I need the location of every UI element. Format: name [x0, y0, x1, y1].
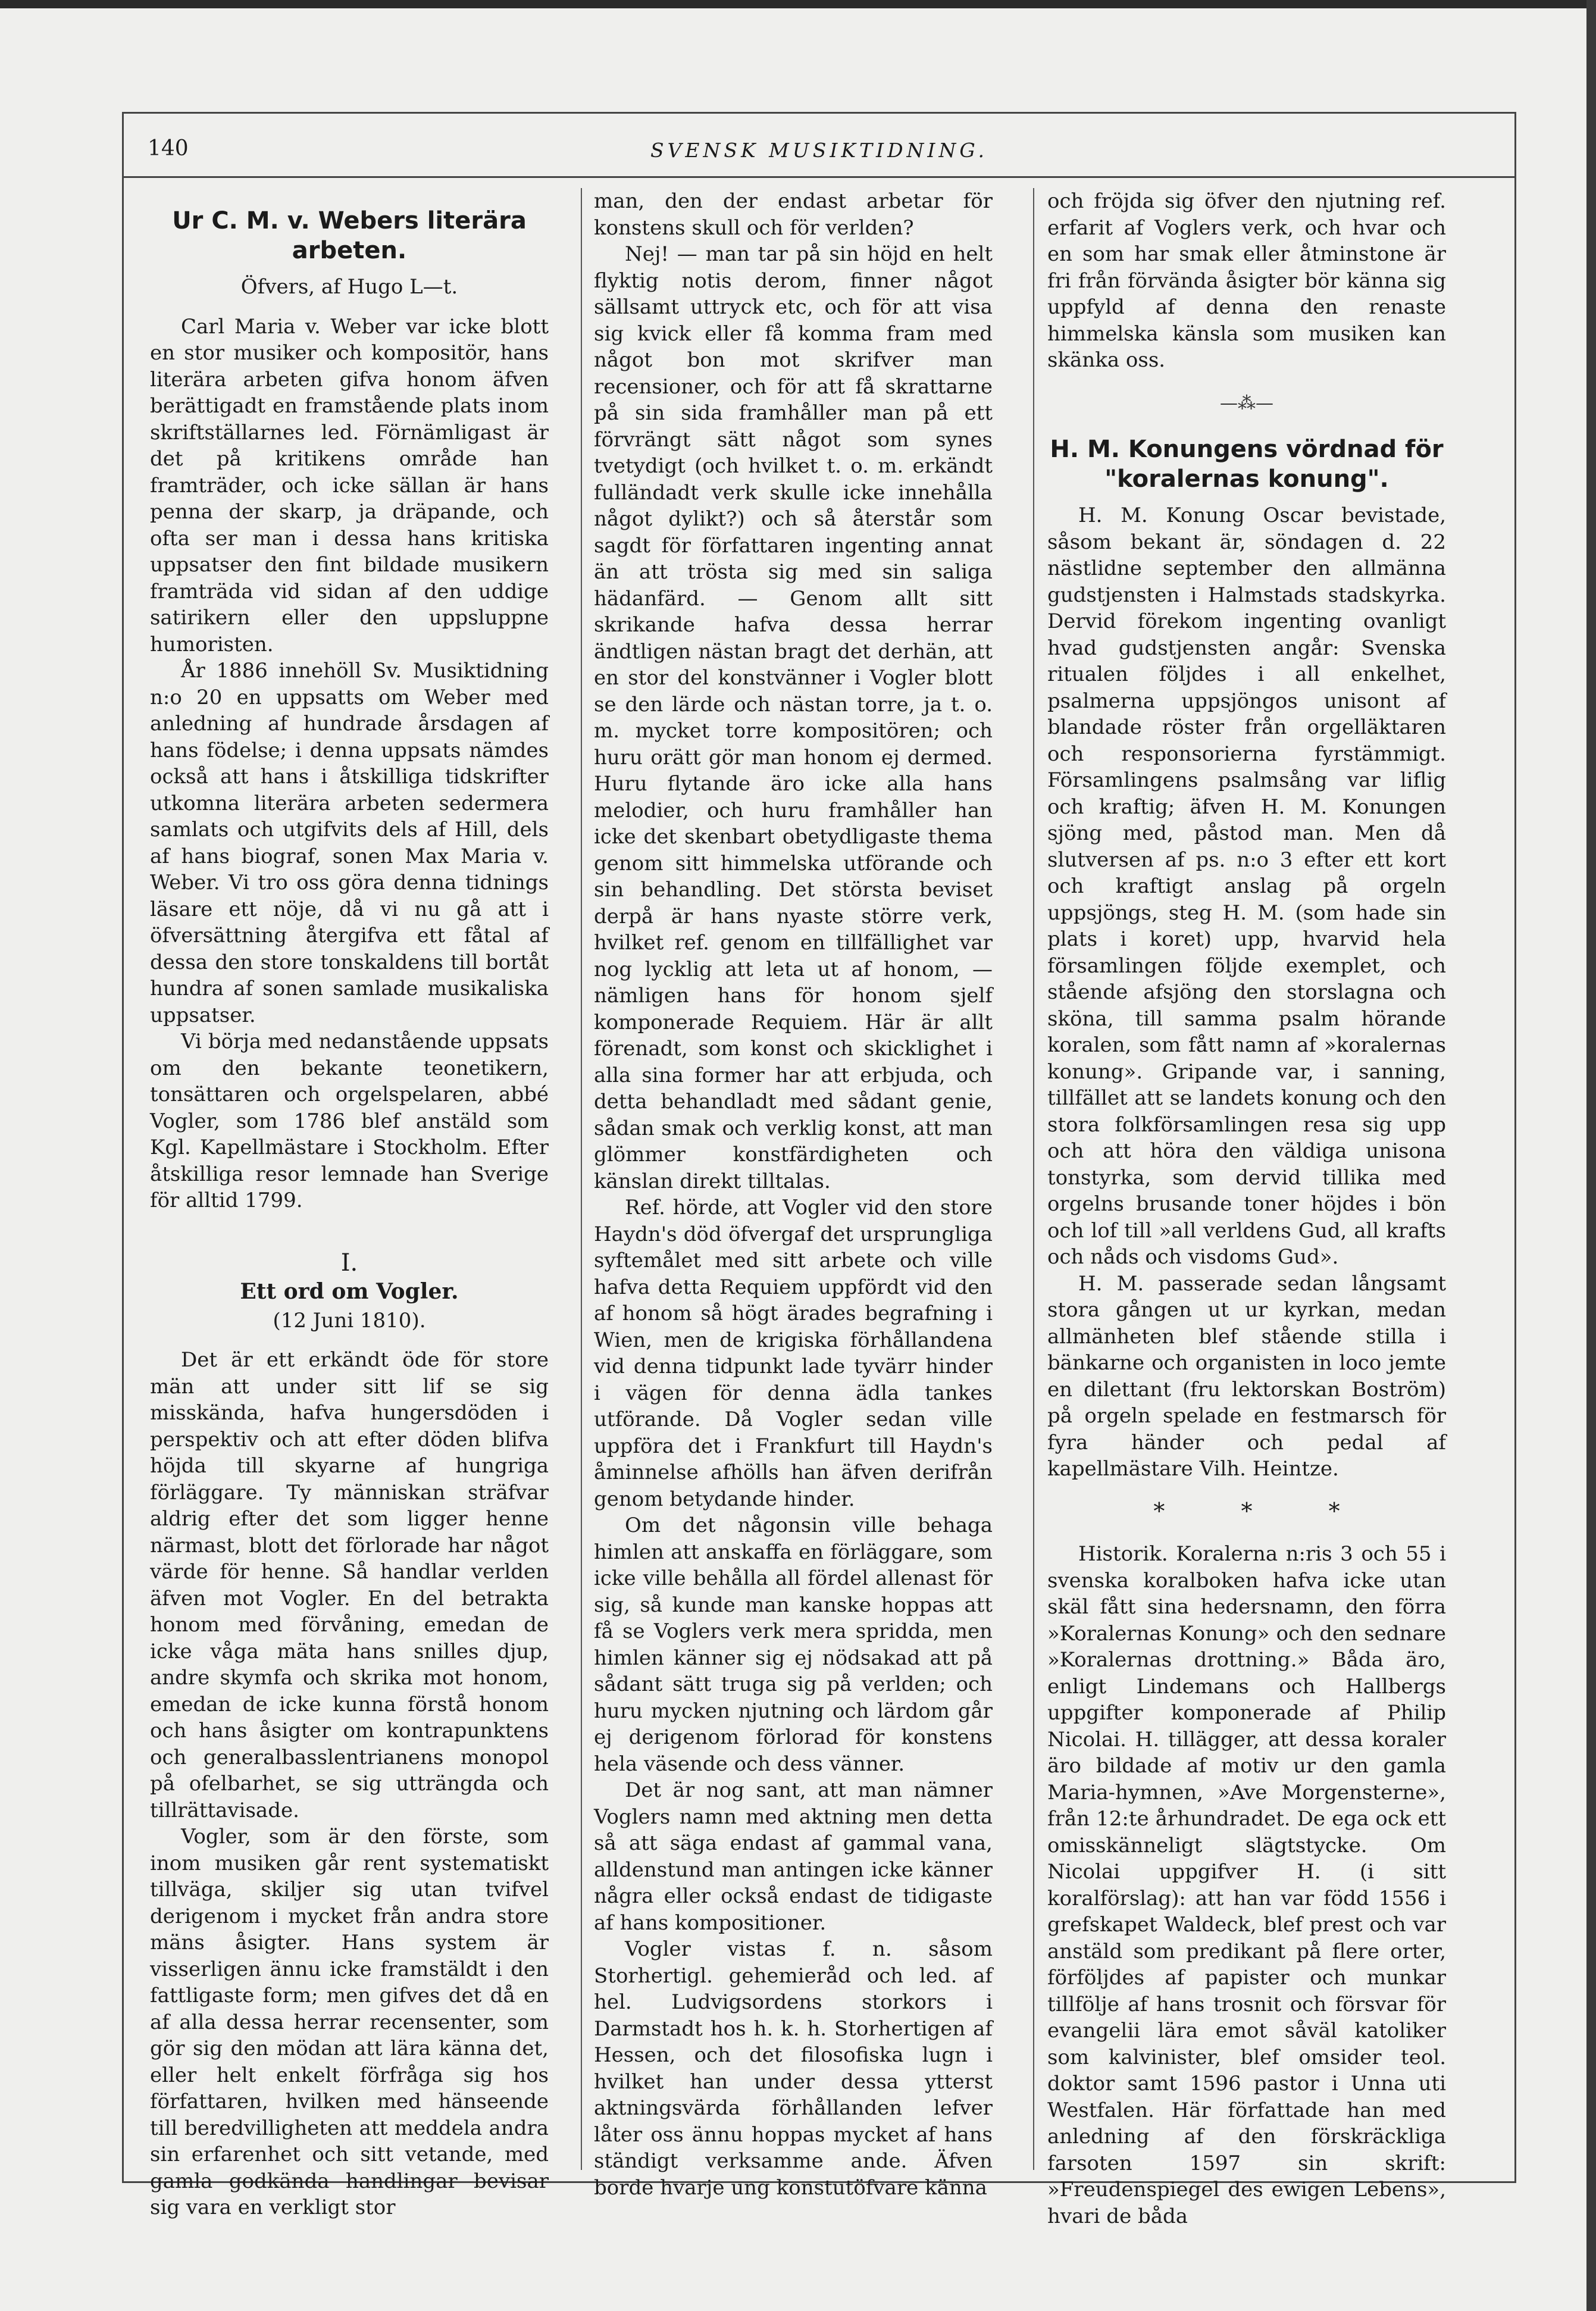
asterism-divider: * * *: [1153, 1497, 1375, 1524]
article-title: Ur C. M. v. Webers literära arbeten.: [172, 207, 527, 264]
article-title: H. M. Konungens vördnad för "koralernas konung".: [1050, 436, 1444, 493]
scan-border-top: [0, 0, 1596, 8]
column-2: [594, 188, 993, 2200]
page-header: [124, 114, 1514, 178]
page-number: 140: [148, 136, 189, 161]
paragraph: Det är ett erkändt öde för store män att under sitt lif se sig misskända, hafva hungersdöden i perspektiv och att efter döden blifva höjda till skyarne af hungriga förläggare. Ty människan sträfvar aldrig efter det som ligger henne närmast, blott det förlorade har något värde för henne. Så handlar verlden äfven mot Vogler. En del betrakta honom med förvåning, emedan de icke våga mäta hans snilles djup, andre skymfa och skrika mot honom, emedan de icke kunna förstå honom och hans åsigter om kontrapunktens och generalbasslentrianens monopol på ofelbarhet, se sig utträngda och tillrättavisade.: [150, 1348, 549, 1822]
paragraph: Ref. hörde, att Vogler vid den store Haydn's död öfvergaf det ursprungliga syftemålet med sitt arbete och ville hafva detta Requiem uppfördt vid den af honom så högt ärades begrafning i Wien, men de krigiska förhållandena vid denna tidpunkt lade tyvärr hinder i vägen för denna ädla tankes utförande. Då Vogler sedan ville uppföra det i Frankfurt till Haydn's åminnelse afhölls han äfven derifrån genom betydande hinder.: [594, 1196, 993, 1511]
paragraph: man, den der endast arbetar för konstens skull och för verlden?: [594, 189, 993, 240]
paragraph: Det är nog sant, att man nämner Voglers namn med aktning men detta så att säga endast af gammal vana, alldenstund man antingen icke känner några eller också endast de tidigaste af hans kompositioner.: [594, 1778, 993, 1935]
paragraph: H. M. Konung Oscar bevistade, såsom bekant är, söndagen d. 22 nästlidne september den allmänna gudstjensten i Halmstads stadskyrka. Dervid förekom ingenting ovanligt hvad gudstjensten angår: Svenska ritualen följdes i all enkelhet, psalmerna uppsjöngos unisont af blandade röster från orgelläktaren och responsorierna fyrstämmigt. Församlingens psalmsång var liflig och kraftig; äfven H. M. Konungen sjöng med, påstod man. Men då slutversen af ps. n:o 3 efter ett kort och kraftigt anslag på orgeln uppsjöngs, steg H. M. (som hade sin plats i koret) upp, hvarvid hela församlingen följde exemplet, och stående afsjöng den storslagna och sköna, till samma psalm hörande koralen, som fått namn af »koralernas konung». Gripande var, i sanning, tillfället att se landets konung och den stora folkförsamlingen resa sig upp och att höra den väldiga unisona tonstyrka, som dervid tillika med orgelns brusande toner höjdes i bön och lof till »all verldens Gud, all krafts och nåds och visdoms Gud».: [1047, 504, 1446, 1269]
section-number: I.: [340, 1249, 358, 1277]
journal-title: SVENSK MUSIKTIDNING.: [650, 139, 988, 162]
page-frame: [122, 112, 1516, 2228]
paragraph: Historik. Koralerna n:ris 3 och 55 i svenska koralboken hafva icke utan skäl fått sina hedersnamn, den förra »Koralernas Konung» och den sednare »Koralernas drottning.» Båda äro, enligt Lindemans och Hallbergs uppgifter komponerade af Philip Nicolai. H. tillägger, att dessa koraler äro bildade af motiv ur den gamla Maria-hymnen, »Ave Morgensterne», från 12:te århundradet. De ega ock ett omisskänneligt slägtstycke. Om Nicolai uppgifver H. (i sitt koralförslag): att han var född 1556 i grefskapet Waldeck, blef prest och var anstäld som predikant på flere orter, förföljdes af papister och munkar tillfölje af hans trosnit och försvar för evangelii lära emot såväl katoliker som kalvinister, blef omsider teol. doktor samt 1596 pastor i Unna uti Westfalen. Här författade han med anledning af den förskräckliga farsoten 1597 sin skrift: »Freudenspiegel des ewigen Lebens», hvari de båda: [1047, 1542, 1446, 2228]
paragraph: Carl Maria v. Weber var icke blott en stor musiker och kompositör, hans literära arbeten gifva honom äfven berättigadt en framstående plats inom skriftställarnes led. Förnämligast är det på kritikens område han framträder, och icke sällan är hans penna der skarp, ja dräpande, och ofta ser man i dessa hans kritiska uppsatser den fint bildade musikern framträda vid sidan af den uddige satirikern eller den uppsluppne humoristen.: [150, 314, 549, 656]
section-date: (12 Juni 1810).: [273, 1308, 426, 1333]
section-title: Ett ord om Vogler.: [240, 1279, 459, 1304]
ornament-divider: —⁂—: [1220, 392, 1273, 414]
column-rule: [581, 188, 582, 2170]
paragraph: Om det någonsin ville behaga himlen att anskaffa en förläggare, som icke ville behålla all fördel allenast för sig, så kunde man kanske hoppas att få se Voglers verk mera spridda, men himlen känner sig ej nödsakad att på sådant sätt truga sig på verlden; och huru mycken njutning och lärdom går ej derigenom förlorad för konstens hela väsende och dess vänner.: [594, 1513, 993, 1776]
paragraph: År 1886 innehöll Sv. Musiktidning n:o 20 en uppsatts om Weber med anledning af hundrade årsdagen af hans födelse; i denna uppsats nämdes också att hans i åtskilliga tidskrifter utkomna literära arbeten sedermera samlats och utgifvits dels af Hill, dels af hans biograf, sonen Max Maria v. Weber. Vi tro oss göra denna tidnings läsare ett nöje, då vi nu gå att i öfversättning återgifva ett fåtal af dessa den store tonskaldens till bortåt hundra af sonen samlade musikaliska uppsatser.: [150, 659, 549, 1027]
paragraph: Vogler vistas f. n. såsom Storhertigl. gehemieråd och led. af hel. Ludvigsordens storkors i Darmstadt hos h. k. h. Storhertigen af Hessen, och det filosofiska lugn i hvilket han under dessa ytterst aktningsvärda förhållanden lefver låter oss ännu hoppas mycket af hans ständigt verksamme ande. Äfven borde hvarje ung konstutöfvare känna: [594, 1937, 993, 2200]
paragraph: Nej! — man tar på sin höjd en helt flyktig notis derom, finner något sällsamt uttryck etc, och för att visa sig kvick eller få komma fram med något bon mot skrifver man recensioner, och för att få skrattarne på sin sida framhåller man på ett förvrängt sätt något som synes tvetydigt (och hvilket t. o. m. erkändt fulländadt verk skulle icke innehålla något dylikt?) och så återstår som sagdt för författaren ingenting annat än att trösta sig med sin saliga hädanfärd. — Genom allt sitt skrikande hafva dessa herrar ändtligen nästan bragt det derhän, att en stor del konstvänner i Vogler blott se den lärde och nästan torre, ja t. o. m. mycket torre kompositören; och huru orätt gör man honom ej dermed. Huru flytande äro icke alla hans melodier, och huru framhåller han icke det skenbart obetydligaste thema genom sitt himmelska utförande och sin behandling. Det största beviset derpå är hans nyaste större verk, hvilket ref. genom en tillfällighet var nog lycklig att leta ut af honom, — nämligen hans för honom sjelf komponerade Requiem. Här är allt förenadt, som konst och skicklighet i alla sina former har att erbjuda, och detta behandladt med sådant genie, sådan smak och verklig konst, att man glömmer konstfärdigheten och känslan direkt tilltalas.: [594, 242, 993, 1193]
column-1: [150, 188, 549, 2219]
paragraph: och fröjda sig öfver den njutning ref. erfarit af Voglers verk, och hvar och en som har smak eller åtminstone är fri från förvända åsigter bör känna sig uppfyld af denna den renaste himmelska känsla som musiken kan skänka oss.: [1047, 189, 1446, 372]
scan-border-right: [1586, 0, 1596, 2311]
paragraph: Vogler, som är den förste, som inom musiken går rent systematiskt tillväga, skiljer sig utan tvifvel derigenom i mycket från andra store mäns åsigter. Hans system är visserligen ännu icke framstäldt i den fattligaste form; men gifves det då en af alla dessa herrar recensenter, som gör sig den mödan att lära känna det, eller helt enkelt förfråga sig hos författaren, hvilken med hänseende till beredvilligheten att meddela andra sin erfarenhet och sitt vetande, med gamla godkända handlingar bevisar sig vara en verkligt stor: [150, 1825, 549, 2219]
paragraph: H. M. passerade sedan långsamt stora gången ut ur kyrkan, medan allmänheten blef stående stilla i bänkarne och organisten in loco jemte en dilettant (fru lektorskan Boström) på orgeln spelade en festmarsch för fyra händer och pedal af kapellmästare Vilh. Heintze.: [1047, 1271, 1446, 1481]
column-rule: [1033, 188, 1034, 2170]
paragraph: Vi börja med nedanstående uppsats om den bekante teonetikern, tonsättaren och orgelspelaren, abbé Vogler, som 1786 blef anstäld som Kgl. Kapellmästare i Stockholm. Efter åtskilliga resor lemnade han Sverige för alltid 1799.: [150, 1030, 549, 1212]
translator-credit: Öfvers, af Hugo L—t.: [240, 275, 458, 299]
column-3: [1047, 188, 1446, 2228]
